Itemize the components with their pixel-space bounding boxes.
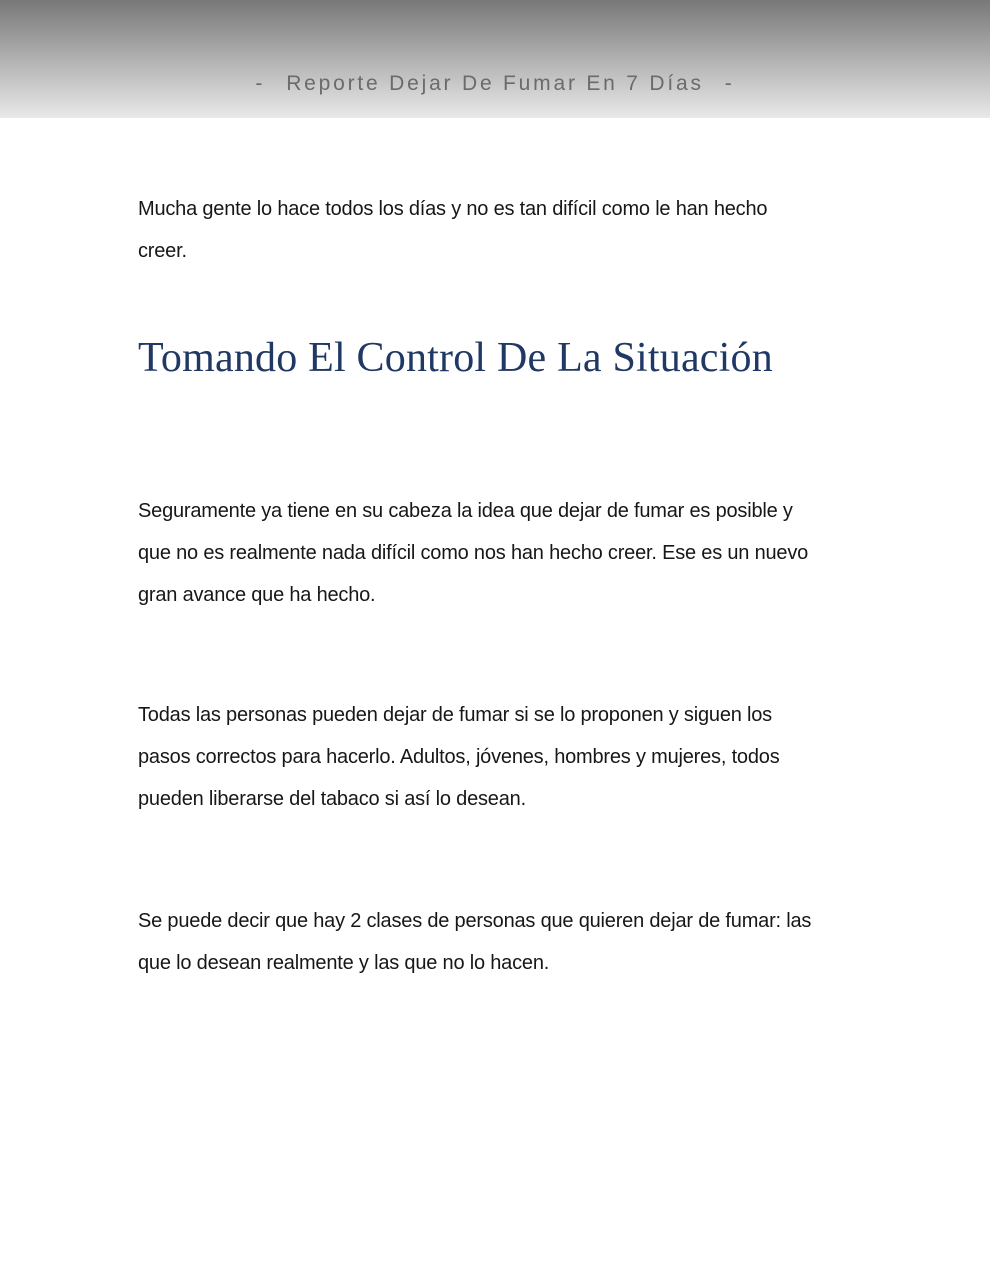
text-line: creer. (138, 240, 187, 262)
paragraph (138, 694, 870, 820)
text-line: que lo desean realmente y las que no lo hacen. (138, 952, 550, 974)
text-line: Se puede decir que hay 2 clases de personas que quieren dejar de fumar: las (138, 910, 812, 932)
header-title: Reporte Dejar De Fumar En 7 Días (286, 72, 704, 95)
intro-paragraph (138, 188, 870, 272)
header-dash-left: - (255, 72, 266, 95)
section-heading: Tomando El Control De La Situación (138, 335, 773, 381)
text-line: Mucha gente lo hace todos los días y no es tan difícil como le han hecho (138, 198, 768, 220)
text-line: pueden liberarse del tabaco si así lo desean. (138, 788, 526, 810)
text-line: gran avance que ha hecho. (138, 584, 376, 606)
text-line: pasos correctos para hacerlo. Adultos, jóvenes, hombres y mujeres, todos (138, 746, 780, 768)
document-body (138, 188, 990, 984)
paragraph (138, 490, 870, 616)
text-line: Todas las personas pueden dejar de fumar si se lo proponen y siguen los (138, 704, 772, 726)
page-header-band (0, 0, 990, 118)
text-line: Seguramente ya tiene en su cabeza la idea que dejar de fumar es posible y (138, 500, 793, 522)
text-line: que no es realmente nada difícil como nos han hecho creer. Ese es un nuevo (138, 542, 809, 564)
header-dash-right: - (724, 72, 735, 95)
paragraph (138, 900, 870, 984)
